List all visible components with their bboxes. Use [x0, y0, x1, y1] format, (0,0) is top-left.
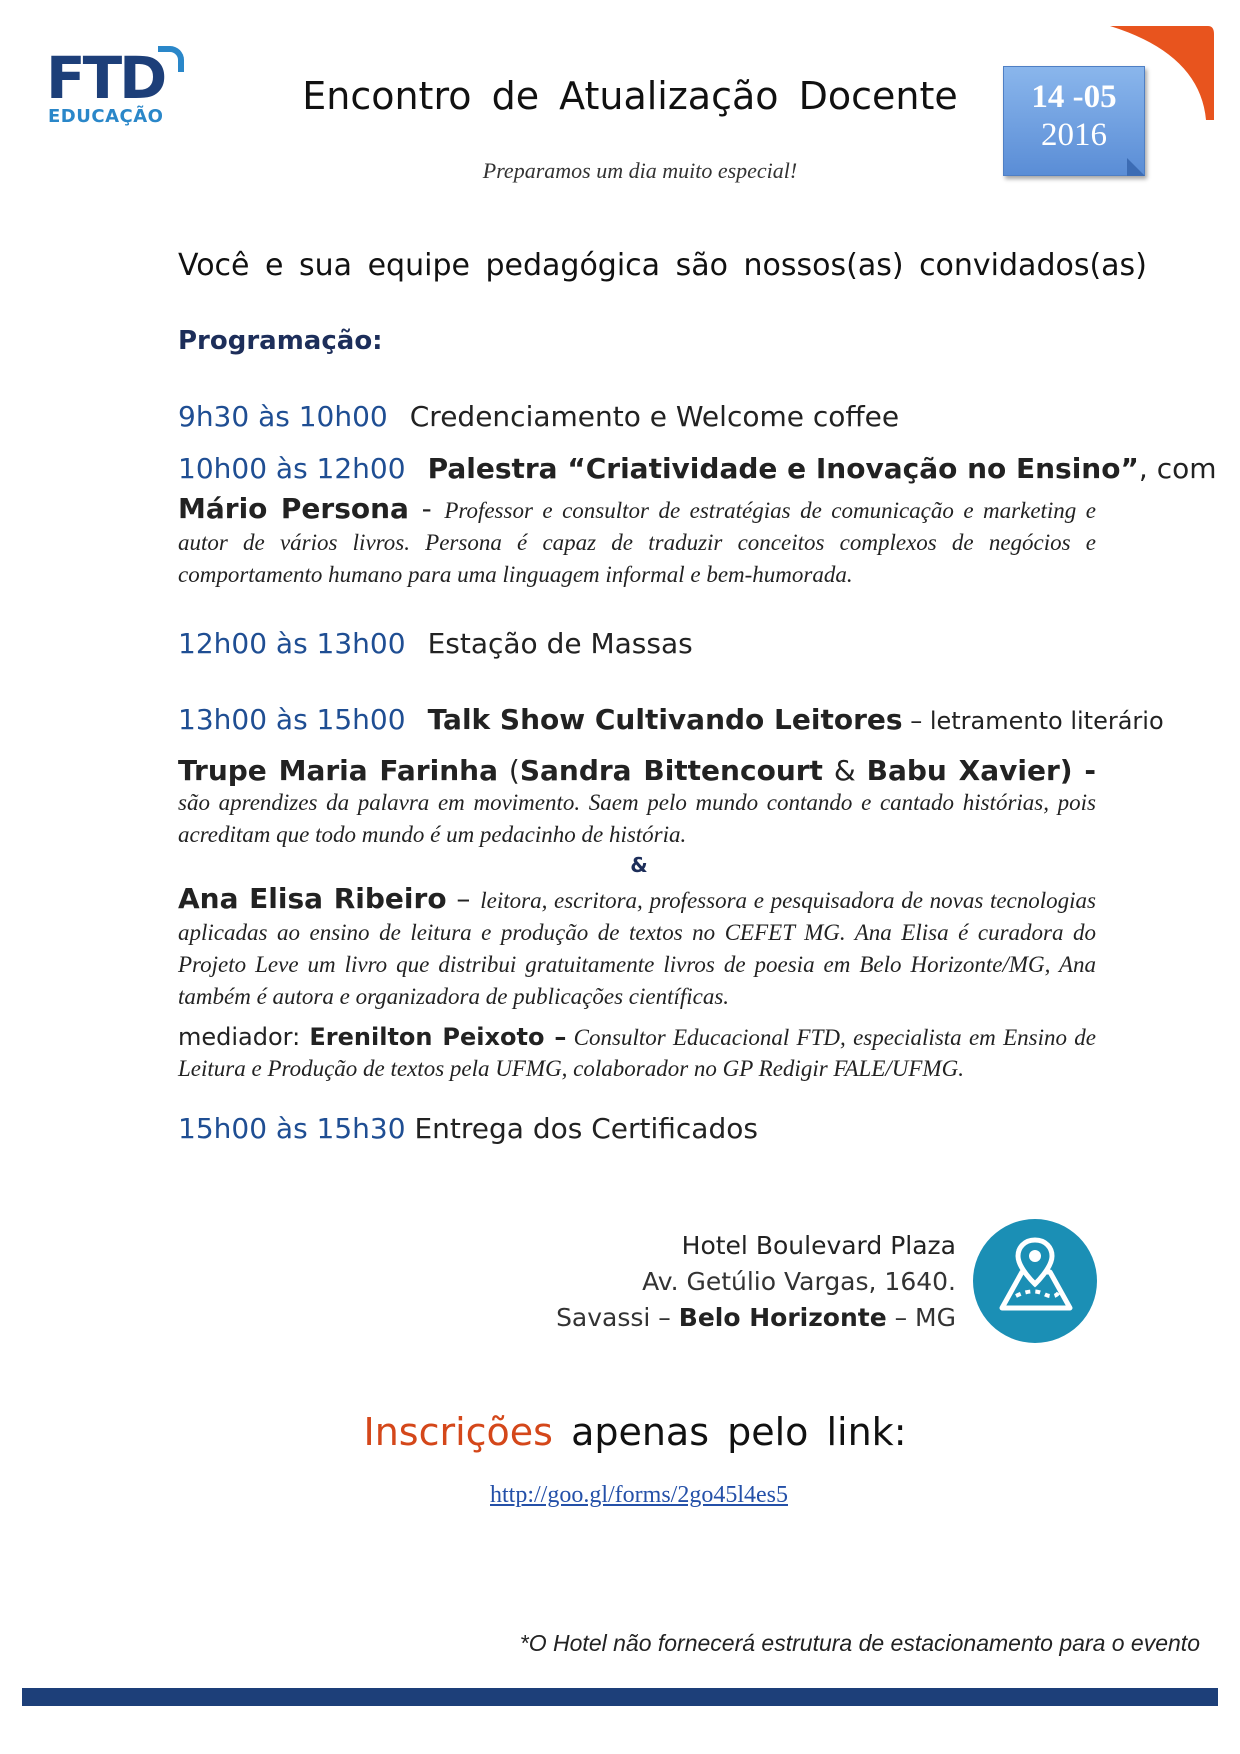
group-bio: são aprendizes da palavra em movimento. Saem pelo mundo contando e cantado histórias, pois acreditam que todo mundo é um pedacinho de história. [178, 790, 1096, 847]
parking-footnote: *O Hotel não fornecerá estrutura de estacionamento para o evento [519, 1630, 1200, 1656]
program-item-5 [178, 1112, 758, 1145]
speaker-bio: leitora, escritora, professora e pesquisadora de novas tecnologias aplicadas ao ensino de leitura e produção de textos no CEFET MG. Ana Elisa é curadora do Projeto Leve um livro que distribui gratuitamente livros de poesia em Belo Horizonte/MG, Ana também é autora e organizadora de publicações científicas. [178, 888, 1096, 1009]
speaker-2-block [178, 884, 1096, 1012]
paren: ( [497, 754, 520, 787]
group-name: Trupe Maria Farinha [178, 754, 498, 787]
speaker-name: Ana Elisa Ribeiro [178, 882, 447, 915]
mediator-block [178, 1022, 1096, 1084]
item-text: – letramento literário [902, 707, 1164, 735]
item-time: 9h30 às 10h00 [178, 400, 388, 433]
item-time: 13h00 às 15h00 [178, 703, 406, 736]
ampersand: & [630, 853, 648, 877]
mediator-name: Erenilton Peixoto – [309, 1023, 567, 1051]
item-time: 12h00 às 13h00 [178, 627, 406, 660]
page-fold-icon [1127, 158, 1145, 176]
venue-address: Av. Getúlio Vargas, 1640. [642, 1267, 956, 1296]
page-subtitle: Preparamos um dia muito especial! [482, 158, 798, 183]
venue-city-line [540, 1300, 956, 1336]
item-text: Entrega dos Certificados [405, 1112, 758, 1145]
page-title: Encontro de Atualização Docente [302, 74, 958, 118]
program-item-2 [178, 452, 1217, 485]
footer-bar [22, 1688, 1218, 1706]
registration-link[interactable]: http://goo.gl/forms/2go45l4es5 [490, 1482, 788, 1508]
program-heading: Programação: [178, 326, 383, 356]
talkshow-title: Talk Show Cultivando Leitores [427, 703, 903, 736]
item-text: Credenciamento e Welcome coffee [409, 400, 900, 433]
program-item-3 [178, 627, 693, 660]
registration-rest: apenas pelo link: [552, 1410, 907, 1454]
logo-arc-icon [158, 46, 184, 72]
registration-heading [0, 1410, 1240, 1454]
registration-word: Inscrições [363, 1410, 553, 1454]
venue-name: Hotel Boulevard Plaza [681, 1231, 956, 1260]
item-text: Estação de Massas [427, 627, 693, 660]
program-item-4 [178, 703, 1164, 736]
mediator-label: mediador: [178, 1023, 310, 1051]
venue-city: Belo Horizonte [678, 1303, 887, 1332]
speaker-bio: Professor e consultor de estratégias de comunicação e marketing e autor de vários livros. Persona é capaz de traduzir conceitos complexos de negócios e comportamento humano para uma linguagem informal e bem-humorada. [178, 498, 1097, 587]
item-time: 10h00 às 12h00 [178, 452, 406, 485]
date-year: 2016 [1041, 117, 1107, 153]
dash: – [446, 882, 481, 915]
program-item-1 [178, 400, 899, 433]
speaker-1-block [178, 494, 1096, 590]
amp-inline: & [822, 754, 867, 787]
dash: - [1072, 754, 1096, 787]
venue-state: – MG [886, 1303, 956, 1332]
item-text: , com [1138, 452, 1217, 485]
member-2: Babu Xavier) [866, 754, 1073, 787]
date-day-month: 14 -05 [1031, 79, 1117, 115]
venue-block [540, 1228, 956, 1336]
logo-main-text: FTD [46, 44, 165, 112]
invitation-line: Você e sua equipe pedagógica são nossos(as) convidados(as) [178, 248, 1147, 283]
map-pin-icon [972, 1218, 1098, 1344]
speaker-name: Mário Persona [178, 492, 409, 525]
member-1: Sandra Bittencourt [519, 754, 823, 787]
item-time: 15h00 às 15h30 [178, 1112, 406, 1145]
group-block [178, 756, 1096, 850]
mediator-bio: Consultor Educacional FTD, especialista em Ensino de Leitura e Produção de textos pela UFMG, colaborador no GP Redigir FALE/UFMG. [178, 1025, 1096, 1081]
dash: - [408, 492, 445, 525]
event-date-badge [1003, 66, 1145, 176]
venue-district: Savassi – [556, 1303, 679, 1332]
logo-sub-text: EDUCAÇÃO [48, 106, 164, 127]
lecture-title: Palestra “Criatividade e Inovação no Ensino” [427, 452, 1139, 485]
